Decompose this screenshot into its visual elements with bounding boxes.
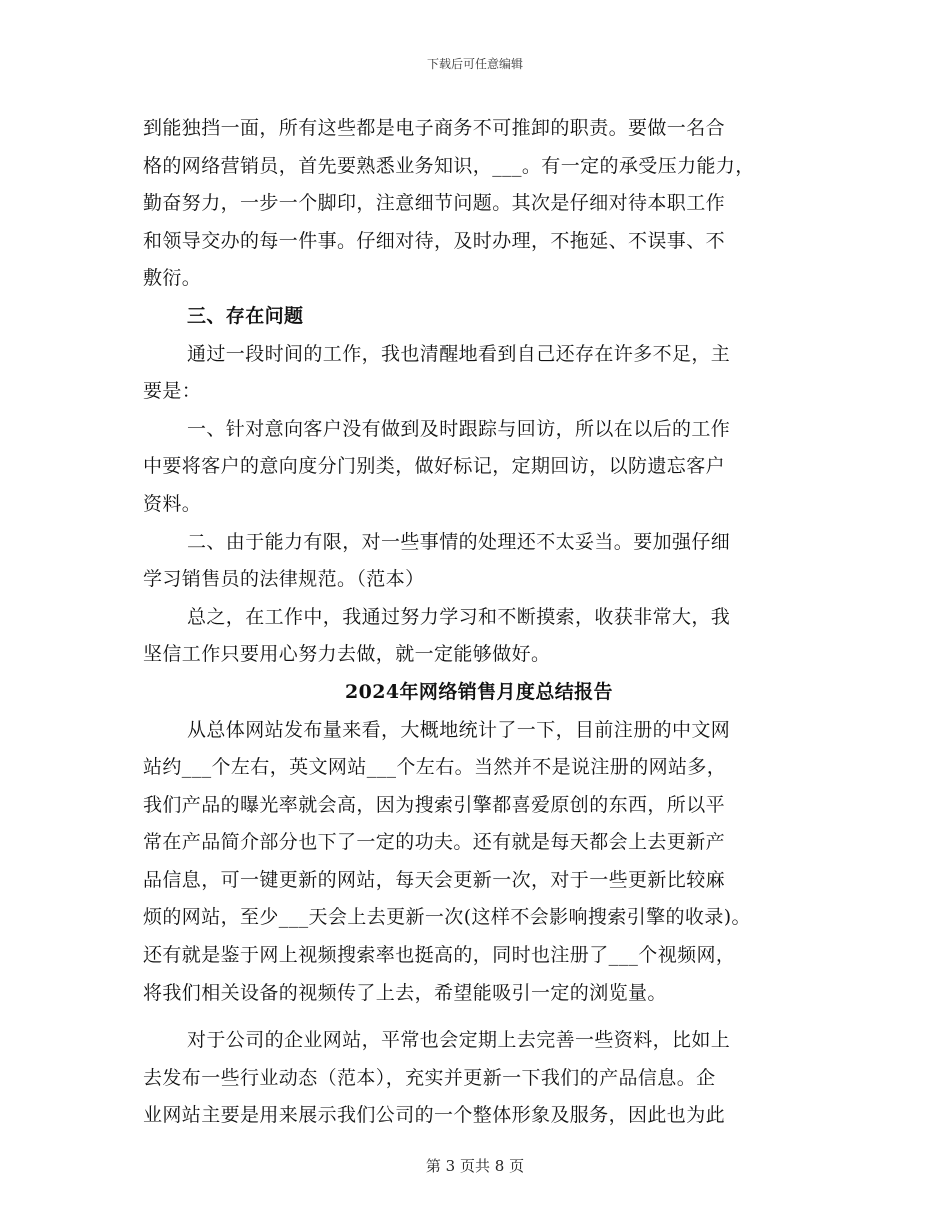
paragraph-line: 从总体网站发布量来看，大概地统计了一下，目前注册的中文网: [187, 718, 731, 741]
paragraph-line: 烦的网站，至少___天会上去更新一次(这样不会影响搜索引擎的收录)。: [143, 906, 751, 929]
report-title: 2024年网络销售月度总结报告: [345, 680, 613, 703]
paragraph-line: 常在产品简介部分也下了一定的功夫。还有就是每天都会上去更新产: [143, 831, 726, 854]
paragraph-line: 二、由于能力有限，对一些事情的处理还不太妥当。要加强仔细: [187, 530, 731, 553]
paragraph-line: 品信息，可一键更新的网站，每天会更新一次，对于一些更新比较麻: [143, 868, 726, 891]
section-heading: 三、存在问题: [187, 304, 304, 327]
paragraph-line: 我们产品的曝光率就会高，因为搜索引擎都喜爱原创的东西，所以平: [143, 793, 726, 816]
paragraph-line: 坚信工作只要用心努力去做，就一定能够做好。: [143, 643, 551, 666]
paragraph-line: 一、针对意向客户没有做到及时跟踪与回访，所以在以后的工作: [187, 417, 731, 440]
paragraph-line: 还有就是鉴于网上视频搜索率也挺高的，同时也注册了___个视频网，: [143, 944, 736, 967]
paragraph-line: 要是：: [143, 380, 202, 403]
paragraph-line: 中要将客户的意向度分门别类，做好标记，定期回访，以防遗忘客户: [143, 455, 726, 478]
paragraph-line: 和领导交办的每一件事。仔细对待，及时办理，不拖延、不误事、不: [143, 229, 726, 252]
paragraph-line: 格的网络营销员，首先要熟悉业务知识，___。有一定的承受压力能力，: [143, 154, 755, 177]
paragraph-line: 学习销售员的法律规范。（范本）: [143, 568, 425, 591]
paragraph-line: 对于公司的企业网站，平常也会定期上去完善一些资料，比如上: [187, 1029, 731, 1052]
paragraph-line: 去发布一些行业动态（范本），充实并更新一下我们的产品信息。企: [143, 1066, 716, 1089]
paragraph-line: 敷衍。: [143, 267, 202, 290]
paragraph-line: 业网站主要是用来展示我们公司的一个整体形象及服务，因此也为此: [143, 1104, 726, 1127]
paragraph-line: 勤奋努力，一步一个脚印，注意细节问题。其次是仔细对待本职工作: [143, 192, 726, 215]
paragraph-gap: [143, 1012, 815, 1022]
document-body: [143, 110, 815, 1135]
paragraph-line: 通过一段时间的工作，我也清醒地看到自己还存在许多不足，主: [187, 342, 731, 365]
paragraph-line: 将我们相关设备的视频传了上去，希望能吸引一定的浏览量。: [143, 981, 667, 1004]
paragraph-line: 资料。: [143, 492, 202, 515]
paragraph-line: 到能独挡一面，所有这些都是电子商务不可推卸的职责。要做一名合: [143, 117, 726, 139]
paragraph-line: 总之，在工作中，我通过努力学习和不断摸索，收获非常大，我: [187, 605, 731, 628]
page-header-note: 下载后可任意编辑: [426, 57, 523, 71]
page-number-footer: 第 3 页共 8 页: [425, 1157, 525, 1175]
paragraph-line: 站约___个左右，英文网站___个左右。当然并不是说注册的网站多，: [143, 756, 727, 779]
